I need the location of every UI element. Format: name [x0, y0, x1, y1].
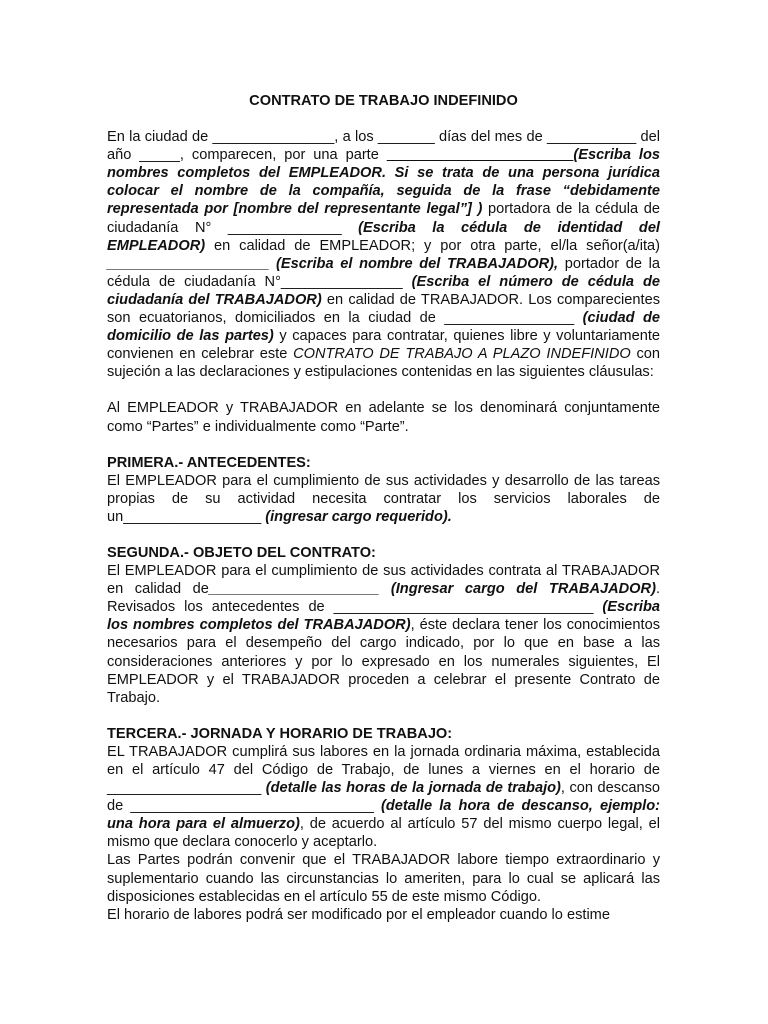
- clause-primera-text: El EMPLEADOR para el cumplimiento de sus actividades y desarrollo de las tareas propias de su actividad necesita contratar los servicios laborales de un_________________ (ingresar cargo requerido).: [107, 472, 660, 525]
- intro-paragraph: En la ciudad de _______________, a los _______ días del mes de ___________ del año _____, comparecen, por una parte ______________________ (Escriba los nombres completos del EMPLEADOR. Si se trata de una persona jurídica colocar el nombre de la compañía, seguida de la frase “debidamente representada por [nombre del representante legal”] ) portadora de la cédula de ciudadanía N° ______________ (Escriba la cédula de identidad del EMPLEADOR) en calidad de EMPLEADOR; y por otra parte, el/la señor(a/ita) ____________________ (Escriba el nombre del TRABAJADOR), portador de la cédula de ciudadanía N°_______________ (Escriba el número de cédula de ciudadanía del TRABAJADOR) en calidad de TRABAJADOR. Los comparecientes son ecuatorianos, domiciliados en la ciudad de ________________ (ciudad de domicilio de las partes) y capaces para contratar, quienes libre y voluntariamente convienen en celebrar este CONTRATO DE TRABAJO A PLAZO INDEFINIDO con sujeción a las declaraciones y estipulaciones contenidas en las siguientes cláusulas:: [107, 129, 660, 381]
- clause-primera-heading: PRIMERA.- ANTECEDENTES:: [107, 454, 311, 471]
- clause-tercera-heading: TERCERA.- JORNADA Y HORARIO DE TRABAJO:: [107, 725, 453, 742]
- clause-tercera-text-1: EL TRABAJADOR cumplirá sus labores en la jornada ordinaria máxima, establecida en el artículo 47 del Código de Trabajo, de lunes a viernes en el horario de ___________________ (detalle las horas de la jornada de trabajo), con descanso de ______________________________ (detalle la hora de descanso, ejemplo: una hora para el almuerzo), de acuerdo al artículo 57 del mismo cuerpo legal, el mismo que declara conocerlo y aceptarlo.: [107, 743, 661, 851]
- clause-segunda-heading: SEGUNDA.- OBJETO DEL CONTRATO:: [107, 544, 376, 561]
- parties-paragraph: Al EMPLEADOR y TRABAJADOR en adelante se los denominará conjuntamente como “Partes” e individualmente como “Parte”.: [107, 400, 660, 435]
- clause-segunda-text: El EMPLEADOR para el cumplimiento de sus actividades contrata al TRABAJADOR en calidad de_____________________ (Ingresar cargo del TRABAJADOR). Revisados los antecedentes de ________________________________ (Escriba los nombres completos del TRABAJADOR), éste declara tener los conocimientos necesarios para el desempeño del cargo indicado, por lo que en base a las consideraciones anteriores y por lo expresado en los numerales siguientes, El EMPLEADOR y el TRABAJADOR proceden a celebrar el presente Contrato de Trabajo.: [107, 563, 660, 706]
- clause-tercera-text-3: El horario de labores podrá ser modificado por el empleador cuando lo estime: [107, 906, 610, 923]
- clause-tercera-text-2: Las Partes podrán convenir que el TRABAJADOR labore tiempo extraordinario y suplementario cuando las circunstancias lo ameriten, para lo cual se aplicará las disposiciones establecidas en el artículo 55 de este mismo Código.: [107, 852, 660, 905]
- document-title: CONTRATO DE TRABAJO INDEFINIDO: [249, 93, 518, 109]
